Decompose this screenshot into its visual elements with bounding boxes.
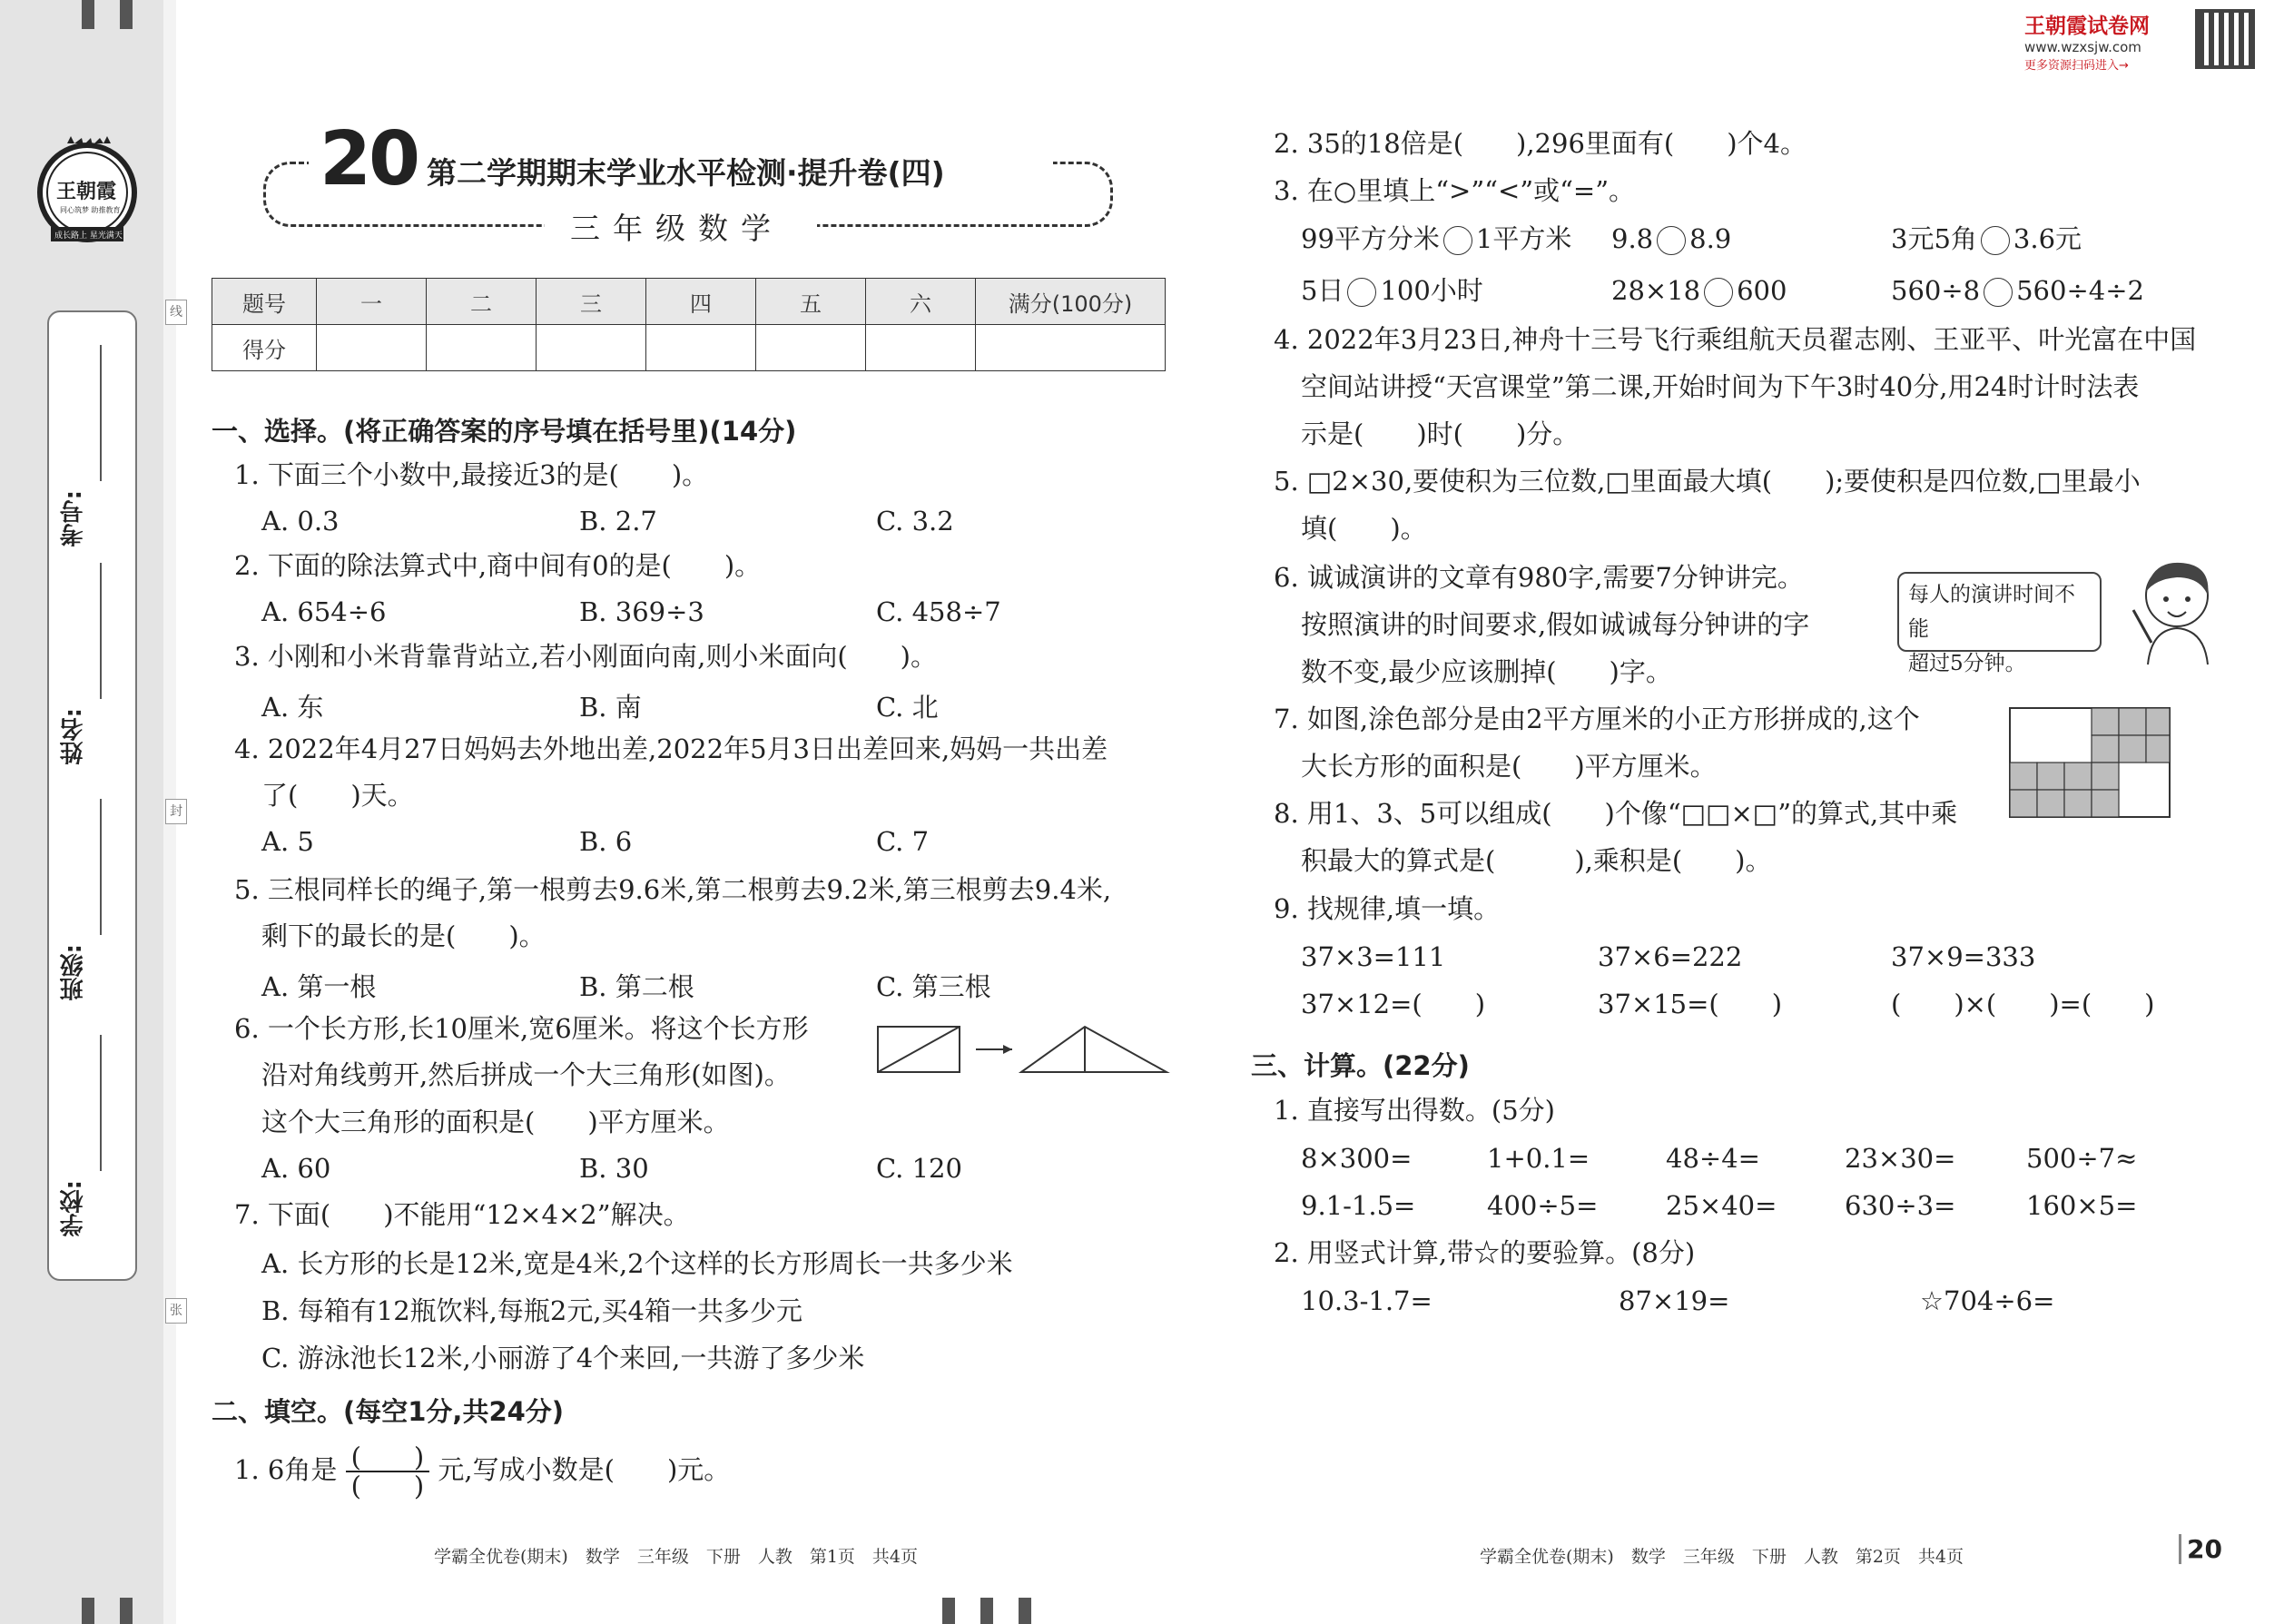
compare-left: 9.8 [1611,223,1654,254]
cut-mark: 张 [165,1298,187,1324]
option-a[interactable]: A. 0.3 [261,506,340,536]
page-badge: 20 [2179,1534,2222,1564]
option-b[interactable]: B. 2.7 [579,506,657,536]
registration-mark [980,1598,993,1624]
compare-circle[interactable] [1984,278,2013,307]
question-stem: 6. 诚诚演讲的文章有980字,需要7分钟讲完。 [1274,562,1804,593]
compare-left: 5日 [1301,275,1344,306]
question-stem: 9. 找规律,填一填。 [1274,893,1501,924]
question-stem-continued: 数不变,最少应该删掉( )字。 [1301,656,1672,687]
grid-shaded-square [2010,763,2037,790]
option-b[interactable]: B. 每箱有12瓶饮料,每瓶2元,买4箱一共多少元 [261,1295,802,1326]
option-b[interactable]: B. 369÷3 [579,596,704,627]
registration-mark [82,1598,94,1624]
compare-right: 600 [1737,275,1787,306]
question-stem: 2. 下面的除法算式中,商中间有0的是( )。 [234,550,762,581]
grid-shaded-square [2092,735,2119,763]
field-class-label: 班级: [60,944,87,1001]
option-b[interactable]: B. 南 [579,692,642,723]
score-table-cell: 一 [317,279,427,325]
question-stem: 3. 小刚和小米背靠背站立,若小刚面向南,则小米面向( )。 [234,641,937,672]
compare-right: 8.9 [1689,223,1732,254]
question-stem-continued: 空间站讲授“天宫课堂”第二课,开始时间为下午3时40分,用24时计时法表 [1301,371,2140,402]
page-footer-right: 学霸全优卷(期末) 数学 三年级 下册 人教 第2页 共4页 [1480,1547,1964,1567]
question-stem: 7. 下面( )不能用“12×4×2”解决。 [234,1199,690,1230]
option-b[interactable]: B. 6 [579,826,633,857]
score-input-cell[interactable] [317,325,427,371]
question-suffix: 元,写成小数是( )元。 [438,1454,731,1485]
calc-item[interactable]: 160×5= [2026,1190,2138,1221]
option-c[interactable]: C. 第三根 [876,971,991,1002]
field-name-label: 姓名: [60,708,87,765]
vertical-calc-item[interactable]: ☆704÷6= [1920,1285,2055,1316]
qr-code-icon[interactable] [2195,9,2255,69]
score-table-cell: 满分(100分) [976,279,1166,325]
option-c[interactable]: C. 游泳池长12米,小丽游了4个来回,一共游了多少米 [261,1343,865,1373]
site-brand-name: 王朝霞试卷网 [2024,15,2150,38]
compare-circle[interactable] [1347,278,1376,307]
registration-mark [120,0,133,29]
calc-item[interactable]: 630÷3= [1845,1190,1956,1221]
option-b[interactable]: B. 30 [579,1153,649,1184]
grid-shaded-square [2092,790,2119,817]
logo-brand-text: 王朝霞 [56,180,117,203]
logo-ribbon: 成长路上 星光满天 [54,231,123,241]
student-info-box [47,310,137,1281]
question-stem: 5. 三根同样长的绳子,第一根剪去9.6米,第二根剪去9.2米,第三根剪去9.4米, [234,874,1112,905]
score-table-cell: 二 [427,279,537,325]
question-stem-continued: 了( )天。 [261,780,414,811]
question-stem [234,1443,730,1500]
compare-item [1891,222,2082,255]
grid-shaded-square [2092,708,2119,735]
paper-title: 第二学期期末学业水平检测·提升卷(四) [427,155,945,191]
field-name-line[interactable] [100,563,102,699]
question-stem-continued: 示是( )时( )分。 [1301,418,1580,449]
score-input-cell[interactable] [427,325,537,371]
option-c[interactable]: C. 458÷7 [876,596,1001,627]
speech-bubble-line: 超过5分钟。 [1908,652,2026,675]
vertical-calc-item[interactable]: 10.3-1.7= [1301,1285,1433,1316]
registration-mark [942,1598,955,1624]
compare-circle[interactable] [1704,278,1733,307]
grid-shaded-square [2010,790,2037,817]
question-stem: 6. 一个长方形,长10厘米,宽6厘米。将这个长方形 [234,1013,809,1044]
score-input-cell[interactable] [756,325,866,371]
pattern-item: 37×9=333 [1891,941,2036,972]
compare-item [1301,274,1483,307]
score-table-cell: 题号 [212,279,317,325]
option-c[interactable]: C. 7 [876,826,930,857]
option-b[interactable]: B. 第二根 [579,971,694,1002]
question-stem-continued: 剩下的最长的是( )。 [261,920,546,951]
pattern-blank[interactable]: 37×12=( ) [1301,989,1486,1019]
section-heading: 一、选择。(将正确答案的序号填在括号里)(14分) [212,416,797,447]
grid-shaded-square [2146,735,2170,763]
compare-left: 99平方分米 [1301,223,1440,254]
question-stem: 7. 如图,涂色部分是由2平方厘米的小正方形拼成的,这个 [1274,704,1920,734]
option-a[interactable]: A. 5 [261,826,314,857]
score-input-cell[interactable] [537,325,646,371]
compare-left: 28×18 [1611,275,1701,306]
question-stem-continued: 填( )。 [1301,513,1427,544]
question-stem: 4. 2022年3月23日,神舟十三号飞行乘组航天员翟志刚、王亚平、叶光富在中国 [1274,324,2197,355]
boy-character-icon [2124,556,2224,669]
option-a[interactable]: A. 长方形的长是12米,宽是4米,2个这样的长方形周长一共多少米 [261,1248,1013,1279]
fraction-numerator[interactable]: ( ) [346,1443,430,1472]
question-stem-continued: 这个大三角形的面积是( )平方厘米。 [261,1107,730,1137]
compare-item [1891,274,2144,307]
option-a[interactable]: A. 60 [261,1153,331,1184]
calc-item[interactable]: 400÷5= [1487,1190,1599,1221]
speech-bubble-line: 每人的演讲时间不能 [1908,583,2075,641]
field-class-line[interactable] [100,799,102,935]
field-exam-number-line[interactable] [100,345,102,481]
grid-shaded-square [2146,708,2170,735]
pattern-item: 37×3=111 [1301,941,1446,972]
grid-shaded-square [2092,763,2119,790]
calc-item[interactable]: 9.1-1.5= [1301,1190,1416,1221]
field-exam-number-label: 考号: [60,490,87,547]
option-a[interactable]: A. 654÷6 [261,596,387,627]
question-stem-continued: 积最大的算式是( ),乘积是( )。 [1301,845,1772,876]
question-stem-continued: 按照演讲的时间要求,假如诚诚每分钟讲的字 [1301,609,1810,640]
calc-item[interactable]: 500÷7≈ [2026,1143,2138,1174]
grid-shaded-square [2037,763,2064,790]
pattern-item: 37×6=222 [1598,941,1743,972]
rectangle-to-triangle-diagram [876,1021,1171,1078]
cut-mark: 封 [165,799,187,824]
speech-bubble [1897,572,2102,675]
field-school-label: 学校: [60,1180,87,1237]
compare-right: 1平方米 [1475,223,1572,254]
score-table-header-row [212,279,1166,325]
compare-circle[interactable] [1443,226,1472,255]
calc-item[interactable]: 23×30= [1845,1143,1956,1174]
logo-motto: 同心筑梦 助推教育 [60,206,121,214]
grid-shaded-square [2064,763,2092,790]
question-stem: 5. □2×30,要使积为三位数,□里面最大填( );要使积是四位数,□里最小 [1274,466,2141,497]
registration-mark [120,1598,133,1624]
question-stem: 3. 在○里填上“>”“<”或“=”。 [1274,175,1636,206]
compare-left: 3元5角 [1891,223,1977,254]
compare-circle[interactable] [1657,226,1686,255]
grid-shaded-square [2064,790,2092,817]
cut-mark: 线 [165,300,187,325]
question-stem: 8. 用1、3、5可以组成( )个像“□□×□”的算式,其中乘 [1274,798,1958,829]
calc-item[interactable]: 1+0.1= [1487,1143,1590,1174]
question-stem: 2. 35的18倍是( ),296里面有( )个4。 [1274,128,1807,159]
compare-right: 560÷4÷2 [2016,275,2144,306]
field-school-line[interactable] [100,1035,102,1171]
score-table [212,278,1166,371]
option-c[interactable]: C. 北 [876,692,939,723]
paper-subtitle: 三年级数学 [570,211,783,246]
score-input-cell[interactable] [976,325,1166,371]
compare-item [1301,222,1571,255]
pattern-blank[interactable]: 37×15=( ) [1598,989,1783,1019]
score-row-label: 得分 [212,325,317,371]
area-grid-diagram [2008,706,2171,819]
pattern-blank[interactable]: ( )×( )=( ) [1891,989,2155,1019]
grid-shaded-square [2119,735,2146,763]
score-input-cell[interactable] [646,325,756,371]
fraction-denominator[interactable]: ( ) [350,1471,425,1501]
question-stem: 2. 用竖式计算,带☆的要验算。(8分) [1274,1237,1696,1268]
score-input-cell[interactable] [866,325,976,371]
calc-item[interactable]: 8×300= [1301,1143,1413,1174]
calc-item[interactable]: 48÷4= [1666,1143,1760,1174]
registration-mark [82,0,94,29]
grid-shaded-square [2119,708,2146,735]
option-a[interactable]: A. 东 [261,692,324,723]
score-table-cell: 三 [537,279,646,325]
score-table-cell: 四 [646,279,756,325]
fraction-blank[interactable] [346,1443,430,1500]
brand-logo [33,136,142,250]
question-stem: 4. 2022年4月27日妈妈去外地出差,2022年5月3日出差回来,妈妈一共出差 [234,733,1108,764]
paper-number: 20 [320,116,418,202]
page-footer-left: 学霸全优卷(期末) 数学 三年级 下册 人教 第1页 共4页 [434,1547,919,1567]
site-slogan: 更多资源扫码进入→ [2024,59,2129,73]
calc-item[interactable]: 25×40= [1666,1190,1777,1221]
score-table-row [212,325,1166,371]
compare-right: 100小时 [1380,275,1483,306]
compare-circle[interactable] [1981,226,2010,255]
registration-mark [1019,1598,1031,1624]
question-stem: 1. 下面三个小数中,最接近3的是( )。 [234,459,709,490]
compare-item [1611,222,1731,255]
vertical-calc-item[interactable]: 87×19= [1619,1285,1730,1316]
question-prefix: 1. 6角是 [234,1454,338,1485]
option-c[interactable]: C. 120 [876,1153,962,1184]
section-heading: 三、计算。(22分) [1251,1050,1470,1081]
score-table-cell: 五 [756,279,866,325]
option-c[interactable]: C. 3.2 [876,506,954,536]
option-a[interactable]: A. 第一根 [261,971,377,1002]
score-table-cell: 六 [866,279,976,325]
question-stem: 1. 直接写出得数。(5分) [1274,1095,1555,1126]
site-url[interactable]: www.wzxsjw.com [2024,39,2141,55]
compare-left: 560÷8 [1891,275,1981,306]
question-stem-continued: 沿对角线剪开,然后拼成一个大三角形(如图)。 [261,1059,791,1090]
grid-shaded-square [2037,790,2064,817]
compare-right: 3.6元 [2013,223,2082,254]
question-stem-continued: 大长方形的面积是( )平方厘米。 [1301,751,1717,782]
section-heading: 二、填空。(每空1分,共24分) [212,1396,565,1427]
compare-item [1611,274,1787,307]
